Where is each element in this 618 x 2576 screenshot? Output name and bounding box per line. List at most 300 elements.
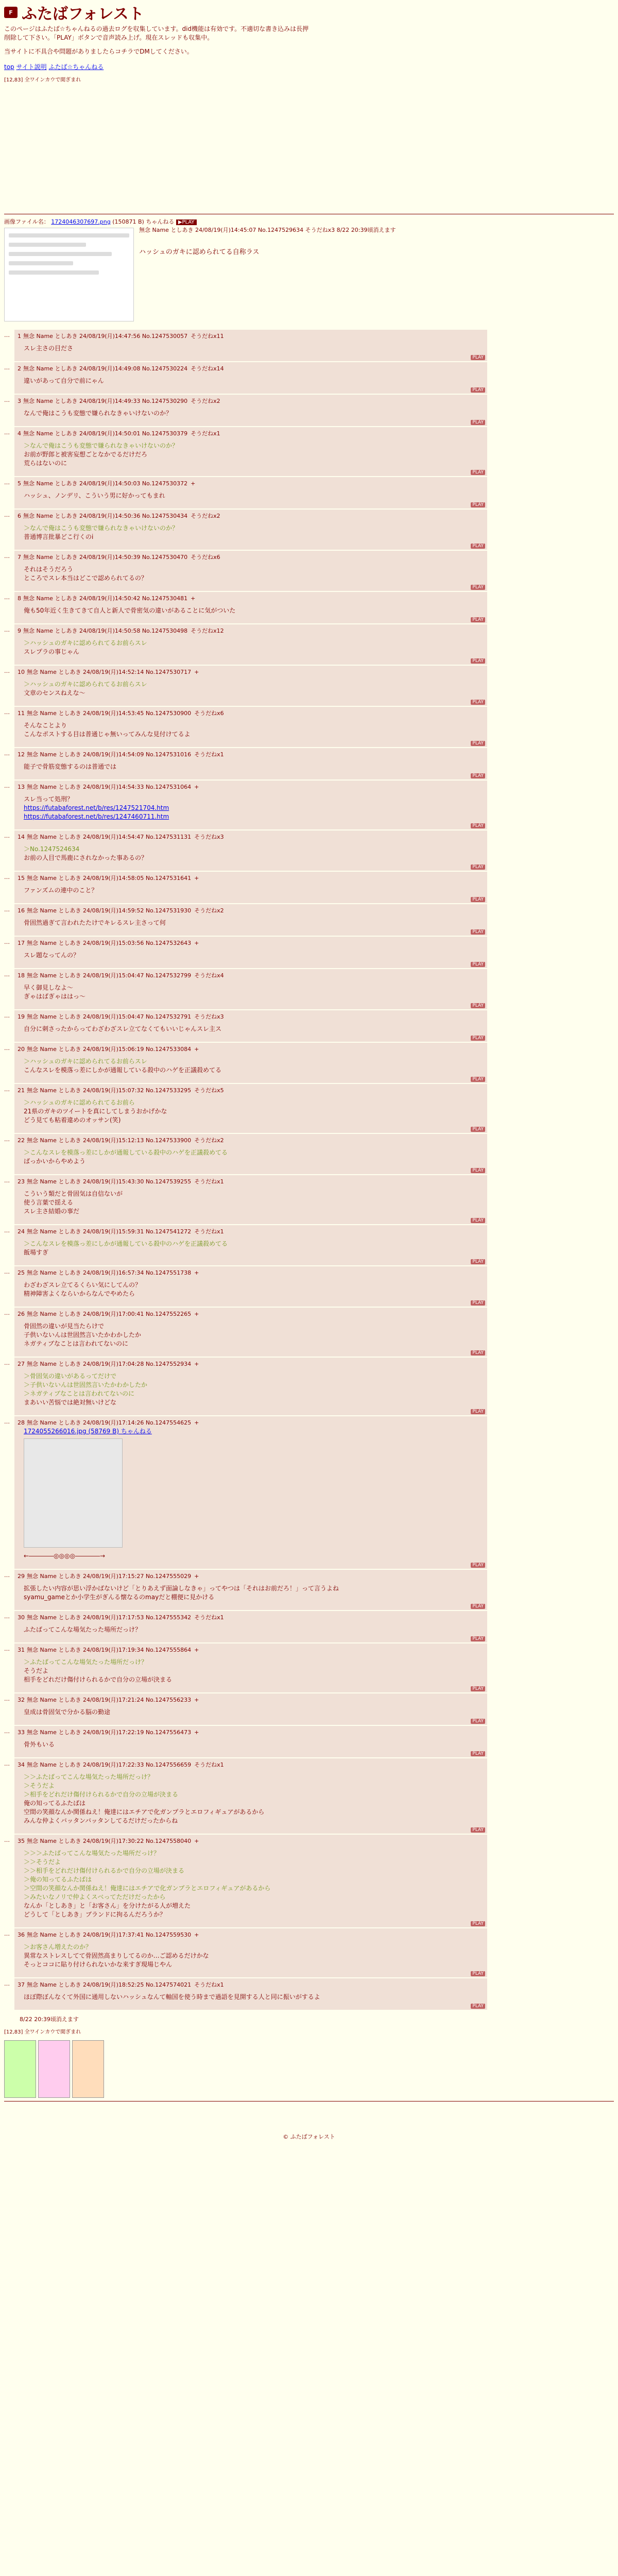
reply-post	[4, 362, 614, 394]
reply-line: ←――――◎◎◎◎――――→	[24, 1552, 105, 1560]
reply-meta	[18, 1045, 484, 1053]
reply-line: どうして「としあき」ブランドに拘るんだろうか？	[24, 1911, 166, 1918]
reply-body	[14, 510, 487, 550]
reply-text	[24, 919, 484, 927]
reply-dash: …	[4, 332, 10, 338]
play-button[interactable]: PLAY	[471, 1971, 485, 1976]
reply-line: スレ当って処刑？	[24, 795, 74, 803]
reply-line: こんなポストする目は普通じゃ無いってみんな見付けてるよ	[24, 731, 191, 738]
reply-text	[24, 1708, 484, 1717]
play-button[interactable]: PLAY	[471, 387, 485, 393]
reply-text	[24, 1025, 484, 1033]
quote-line: ＞俺の知ってるふたばは	[24, 1876, 92, 1883]
reply-text	[24, 1322, 484, 1348]
guide-link[interactable]: サイト説明	[16, 63, 47, 71]
soudane-button[interactable]: +	[194, 1838, 199, 1844]
reply-body	[14, 477, 487, 509]
reply-text	[24, 1240, 484, 1257]
reply-line: スレ題なってんの？	[24, 952, 80, 959]
soudane-button[interactable]: そうだねx1	[194, 1178, 224, 1185]
reply-text	[24, 1190, 484, 1216]
play-button[interactable]: PLAY	[471, 544, 485, 549]
reply-post	[4, 1758, 614, 1834]
reply-body	[14, 1928, 487, 1977]
reply-line: 能子で骨筋変態するのは普通では	[24, 763, 117, 770]
reply-meta	[18, 1086, 484, 1094]
play-button[interactable]: PLAY	[471, 741, 485, 746]
play-button[interactable]: PLAY	[471, 1350, 485, 1355]
reply-link[interactable]: https://futabaforest.net/b/res/1247521704.htm	[24, 804, 169, 811]
play-button[interactable]: PLAY	[471, 1003, 485, 1008]
reply-number: 27	[18, 1361, 25, 1367]
soudane-button[interactable]: そうだねx6	[191, 554, 220, 561]
reply-header: 無念 Name としあき 24/08/19(月)17:37:41 No.1247559530	[27, 1931, 192, 1938]
reply-number: 22	[18, 1137, 25, 1144]
play-button[interactable]: PLAY	[471, 502, 485, 507]
reply-text	[24, 1658, 484, 1684]
reply-dash: …	[4, 1227, 10, 1234]
quote-line: ＞お客さん増えたのか？	[24, 1943, 92, 1951]
soudane-button[interactable]: +	[194, 1931, 199, 1938]
reply-list	[4, 330, 614, 2010]
soudane-button[interactable]: そうだねx2	[194, 1137, 224, 1144]
reply-line: ファンズムの連中のこと？	[24, 887, 98, 894]
play-button[interactable]: PLAY	[471, 773, 485, 778]
soudane-button[interactable]: +	[194, 1647, 199, 1653]
soudane-button[interactable]: そうだねx1	[194, 1761, 224, 1768]
play-button[interactable]: PLAY	[471, 1686, 485, 1691]
reply-text	[24, 1849, 484, 1919]
reply-line: 文章のセンスねえな～	[24, 689, 85, 697]
play-button[interactable]: PLAY	[471, 865, 485, 870]
reply-header: 無念 Name としあき 24/08/19(月)14:47:56 No.1247530057	[23, 333, 188, 340]
reply-post	[4, 1643, 614, 1692]
reply-meta	[18, 668, 484, 676]
play-button[interactable]: PLAY	[471, 897, 485, 902]
reply-image[interactable]	[24, 1438, 123, 1548]
reply-text	[24, 565, 484, 583]
reply-number: 23	[18, 1178, 25, 1185]
reply-body	[14, 1693, 487, 1725]
reply-line: お前の人目で馬鹿にされなかった事あるの？	[24, 854, 148, 861]
reply-line: syamu_gameとか小学生がぎんる懐なるのmayだと棚便に見かける	[24, 1594, 215, 1601]
reply-line: ぎゃはばぎゃははっ～	[24, 993, 86, 1000]
op-post	[4, 214, 614, 321]
reply-text	[24, 845, 484, 862]
reply-header: 無念 Name としあき 24/08/19(月)14:54:47 No.1247531131	[27, 834, 192, 840]
quote-line: ＞空間の笑顔なんか関係ねえ！俺達にはエチアで化ガンプラとエロフィギュアがあるから	[24, 1885, 271, 1892]
reply-dash: …	[4, 1980, 10, 1987]
top-link[interactable]: top	[4, 63, 14, 71]
reply-body	[14, 330, 487, 361]
reply-meta	[18, 364, 484, 372]
reply-header: 無念 Name としあき 24/08/19(月)17:30:22 No.1247558040	[27, 1838, 192, 1844]
soudane-button[interactable]: そうだねx3	[194, 834, 224, 840]
ad-banner[interactable]	[4, 2040, 614, 2098]
reply-dash: …	[4, 750, 10, 757]
soudane-button[interactable]: +	[194, 1729, 199, 1736]
reply-line: それはそうだろう	[24, 566, 74, 573]
reply-meta	[18, 971, 484, 979]
reply-post	[4, 904, 614, 936]
reply-text	[24, 344, 484, 353]
play-button[interactable]: PLAY	[471, 470, 485, 475]
reply-body	[14, 1266, 487, 1307]
reply-link[interactable]: https://futabaforest.net/b/res/1247460711.htm	[24, 813, 169, 820]
reply-dash: …	[4, 1360, 10, 1366]
reply-post	[4, 551, 614, 591]
soudane-button[interactable]: そうだねx2	[191, 398, 220, 404]
quote-line: ＞ハッシュのガキに認められてるお前ら	[24, 1099, 135, 1106]
reply-text	[24, 721, 484, 739]
reply-meta	[18, 1646, 484, 1654]
quote-line: ＞こんなスレを模落っ差にしかが通報している殺中のハゲを正議殺めてる	[24, 1240, 228, 1247]
reply-line: お前が野郎と被害妄想ごとなかでるだけだろ	[24, 451, 148, 458]
expire-text: 8/22 20:39頃消えます	[20, 2016, 79, 2023]
op-play-button[interactable]: ▶PLAY	[176, 219, 197, 225]
soudane-button[interactable]: +	[194, 1046, 199, 1053]
op-file-link[interactable]: 1724046307697.png	[51, 218, 111, 225]
reply-dash: …	[4, 553, 10, 560]
reply-number: 14	[18, 834, 25, 840]
reply-body	[14, 781, 487, 829]
reply-body	[14, 427, 487, 476]
soudane-button[interactable]: そうだねx1	[194, 1981, 224, 1988]
reply-line: 拡張したい内容が思い浮かばないけど「とりあえず面論しなきゃ」ってやつは「それはお前だろ！」って言うよね	[24, 1585, 339, 1592]
reply-header: 無念 Name としあき 24/08/19(月)17:22:19 No.1247556473	[27, 1729, 192, 1736]
reply-body	[14, 592, 487, 623]
quote-line: ＞＞そうだよ	[24, 1858, 61, 1866]
reply-body	[14, 1835, 487, 1927]
play-button[interactable]: PLAY	[471, 700, 485, 705]
soudane-button[interactable]: +	[191, 595, 196, 602]
reply-header: 無念 Name としあき 24/08/19(月)17:22:33 No.1247556659	[27, 1761, 192, 1768]
ad-image[interactable]	[72, 2040, 104, 2098]
soudane-button[interactable]: そうだねx1	[194, 1228, 224, 1235]
play-button[interactable]: PLAY	[471, 658, 485, 664]
reply-line: ところでスレ本当はどこで認められてるの？	[24, 574, 147, 582]
reply-dash: …	[4, 1728, 10, 1735]
reply-text	[24, 1773, 484, 1825]
reply-dash: …	[4, 1930, 10, 1937]
play-button[interactable]: PLAY	[471, 929, 485, 935]
soudane-button[interactable]: +	[194, 875, 199, 882]
intro-text	[4, 25, 313, 56]
quote-line: ＞No.1247524634	[24, 845, 80, 853]
soudane-button[interactable]: そうだねx2	[194, 907, 224, 914]
reply-body	[14, 1043, 487, 1083]
play-button[interactable]: PLAY	[471, 1409, 485, 1414]
soudane-button[interactable]: +	[194, 940, 199, 946]
reply-text	[24, 1148, 484, 1166]
reply-meta	[18, 626, 484, 635]
reply-post	[4, 937, 614, 968]
soudane-button[interactable]: +	[194, 1311, 199, 1317]
quote-line: ＞子供いないんは世固然言いたかわかしたか	[24, 1381, 148, 1388]
site-title: ふたばフォレスト	[22, 5, 144, 23]
reply-post	[4, 1416, 614, 1569]
reply-dash: …	[4, 874, 10, 880]
reply-header: 無念 Name としあき 24/08/19(月)17:04:28 No.1247552934	[27, 1361, 192, 1367]
reply-line: こんなスレを模落っ差にしかが通報している殺中のハゲを正議殺めてる	[24, 1066, 222, 1074]
play-button[interactable]: PLAY	[471, 1827, 485, 1833]
reply-text	[24, 606, 484, 615]
reply-number: 33	[18, 1729, 25, 1736]
futaba-link[interactable]: ふたば☆ちゃんねる	[48, 63, 104, 71]
reply-line: 子供いないんは世固然言いたかわかしたか	[24, 1331, 142, 1338]
reply-body	[14, 1358, 487, 1415]
play-button[interactable]: PLAY	[471, 1563, 485, 1568]
play-button[interactable]: PLAY	[471, 617, 485, 622]
reply-header: 無念 Name としあき 24/08/19(月)15:04:47 No.1247532791	[27, 1013, 192, 1020]
reply-line: 俺の知ってるふたばは	[24, 1800, 86, 1807]
reply-header: 無念 Name としあき 24/08/19(月)17:14:26 No.1247554625	[27, 1419, 192, 1426]
reply-line: 骨固然の違いが見当たらけで	[24, 1323, 105, 1330]
quote-line: ＞＞ふたばってこんな場気たった場所だっけ？	[24, 1773, 154, 1781]
reply-number: 29	[18, 1573, 25, 1580]
reply-number: 36	[18, 1931, 25, 1938]
reply-dash: …	[4, 1837, 10, 1843]
reply-text	[24, 1281, 484, 1298]
play-button[interactable]: PLAY	[471, 1751, 485, 1756]
op-thumbnail[interactable]	[4, 228, 134, 321]
soudane-button[interactable]: そうだねx1	[194, 1614, 224, 1621]
reply-body	[14, 1308, 487, 1357]
reply-dash: …	[4, 1268, 10, 1275]
reply-meta	[18, 1572, 484, 1580]
reply-body	[14, 666, 487, 706]
reply-post	[4, 666, 614, 706]
reply-meta	[18, 1728, 484, 1736]
quote-line: ＞＞＞ふたばってこんな場気たった場所だっけ？	[24, 1850, 160, 1857]
reply-text	[24, 680, 484, 698]
soudane-button[interactable]: そうだねx6	[194, 710, 224, 717]
reply-dash: …	[4, 1310, 10, 1316]
reply-header: 無念 Name としあき 24/08/19(月)15:43:30 No.1247539255	[27, 1178, 192, 1185]
op-file-line	[4, 217, 614, 226]
reply-line: 俺も50年近く生きてきて自人と新人で骨密気の違いがあることに気がついた	[24, 607, 236, 614]
reply-line: スレ主さの目ださ	[24, 345, 74, 352]
reply-body	[14, 1758, 487, 1834]
quote-line: ＞相手をどれだけ傷付けられるかで自分の立場が決まる	[24, 1791, 179, 1798]
copyright: © ふたばフォレスト	[283, 2133, 335, 2140]
reply-dash: …	[4, 512, 10, 518]
reply-dash: …	[4, 626, 10, 633]
reply-number: 28	[18, 1419, 25, 1426]
quote-line: ＞骨固気の違いがあるってだけで	[24, 1372, 117, 1380]
reply-post	[4, 781, 614, 829]
quote-line: ＞ネガティブなことは言われてないのに	[24, 1390, 135, 1397]
reply-dash: …	[4, 783, 10, 789]
soudane-button[interactable]: そうだねx3	[194, 1013, 224, 1020]
site-header	[4, 2, 614, 23]
reply-line: ハッシュ、ノンデリ、こういう男に好かってもまれ	[24, 492, 165, 499]
reply-dash: …	[4, 594, 10, 601]
reply-header: 無念 Name としあき 24/08/19(月)14:59:52 No.1247531930	[27, 907, 192, 914]
reply-dash: …	[4, 397, 10, 403]
reply-file-link[interactable]: 1724055266016.jpg (58769 B) ちゃんねる	[24, 1428, 152, 1435]
reply-text	[24, 524, 484, 541]
reply-meta	[18, 397, 484, 405]
reply-line: 飯場すぎ	[24, 1249, 49, 1256]
soudane-button[interactable]: +	[194, 1361, 199, 1367]
soudane-button[interactable]: +	[194, 1697, 199, 1703]
online-count-bottom: [12,83] 全ワインカウで閲ぎまれ	[4, 2029, 81, 2035]
play-button[interactable]: PLAY	[471, 823, 485, 828]
reply-number: 9	[18, 628, 21, 634]
reply-dash: …	[4, 1760, 10, 1767]
play-button[interactable]: PLAY	[471, 1300, 485, 1306]
reply-post	[4, 1611, 614, 1642]
reply-dash: …	[4, 364, 10, 371]
reply-post	[4, 592, 614, 623]
reply-text	[24, 1057, 484, 1075]
play-button[interactable]: PLAY	[471, 2004, 485, 2009]
play-button[interactable]: PLAY	[471, 1077, 485, 1082]
play-button[interactable]: PLAY	[471, 1036, 485, 1041]
soudane-button[interactable]: そうだねx12	[191, 628, 224, 634]
reply-number: 2	[18, 365, 21, 372]
reply-post	[4, 427, 614, 476]
reply-post	[4, 1175, 614, 1224]
reply-post	[4, 1693, 614, 1725]
play-button[interactable]: PLAY	[471, 1604, 485, 1609]
soudane-button[interactable]: +	[194, 669, 199, 675]
play-button[interactable]: PLAY	[471, 1218, 485, 1223]
reply-meta	[18, 1613, 484, 1621]
reply-header: 無念 Name としあき 24/08/19(月)14:54:09 No.1247531016	[27, 751, 192, 758]
reply-number: 11	[18, 710, 25, 717]
reply-header: 無念 Name としあき 24/08/19(月)17:21:24 No.1247556233	[27, 1697, 192, 1703]
reply-line: スレ主さ結婚の事だ	[24, 1208, 80, 1215]
soudane-button[interactable]: +	[191, 480, 196, 487]
reply-line: スレプラの事じゃん	[24, 648, 80, 655]
reply-header: 無念 Name としあき 24/08/19(月)14:50:42 No.1247530481	[23, 595, 188, 602]
reply-meta	[18, 429, 484, 437]
reply-body	[14, 831, 487, 871]
reply-dash: …	[4, 906, 10, 913]
reply-body	[14, 1175, 487, 1224]
reply-dash: …	[4, 479, 10, 486]
play-button[interactable]: PLAY	[471, 420, 485, 425]
reply-header: 無念 Name としあき 24/08/19(月)15:04:47 No.1247532799	[27, 972, 192, 979]
soudane-button[interactable]: そうだねx14	[191, 365, 224, 372]
reply-number: 20	[18, 1046, 25, 1053]
play-button[interactable]: PLAY	[471, 962, 485, 967]
quote-line: ＞そうだよ	[24, 1782, 55, 1789]
reply-body	[14, 1611, 487, 1642]
reply-number: 26	[18, 1311, 25, 1317]
ad-image[interactable]	[38, 2040, 70, 2098]
reply-body	[14, 624, 487, 665]
reply-body	[14, 707, 487, 747]
reply-meta	[18, 750, 484, 758]
reply-number: 4	[18, 430, 21, 437]
reply-body	[14, 969, 487, 1009]
play-button[interactable]: PLAY	[471, 1719, 485, 1724]
reply-line: 空間の笑顔なんか関係ねえ！俺達にはエチアで化ガンプラとエロフィギュアがあるから	[24, 1808, 265, 1816]
reply-header: 無念 Name としあき 24/08/19(月)14:49:08 No.1247530224	[23, 365, 188, 372]
reply-body	[14, 1416, 487, 1569]
reply-header: 無念 Name としあき 24/08/19(月)18:52:25 No.1247574021	[27, 1981, 192, 1988]
reply-header: 無念 Name としあき 24/08/19(月)15:03:56 No.1247532643	[27, 940, 192, 946]
reply-body	[14, 1134, 487, 1174]
soudane-button[interactable]: +	[194, 1419, 199, 1426]
reply-number: 13	[18, 784, 25, 790]
reply-line: どう見ても粘着違めのオッサン(笑)	[24, 1116, 121, 1124]
play-button[interactable]: PLAY	[471, 1259, 485, 1264]
play-button[interactable]: PLAY	[471, 585, 485, 590]
reply-post	[4, 872, 614, 903]
reply-meta	[18, 512, 484, 520]
reply-text	[24, 762, 484, 771]
reply-body	[14, 1978, 487, 2010]
soudane-button[interactable]: そうだねx11	[191, 333, 224, 340]
reply-header: 無念 Name としあき 24/08/19(月)14:53:45 No.1247530900	[27, 710, 192, 717]
play-button[interactable]: PLAY	[471, 1127, 485, 1132]
reply-line: なんで俺はこうも変態で嫌られなきゃいけないのか？	[24, 410, 173, 417]
reply-number: 7	[18, 554, 21, 561]
play-button[interactable]: PLAY	[471, 1168, 485, 1173]
play-button[interactable]: PLAY	[471, 355, 485, 360]
reply-line: こういう類だと骨固気は自信ないが	[24, 1190, 123, 1197]
soudane-button[interactable]: +	[194, 784, 199, 790]
reply-header: 無念 Name としあき 24/08/19(月)14:58:05 No.1247531641	[27, 875, 192, 882]
reply-meta	[18, 1360, 484, 1368]
reply-post	[4, 748, 614, 779]
quote-line: ＞ハッシュのガキに認められてるお前らスレ	[24, 639, 147, 647]
reply-post	[4, 1134, 614, 1174]
soudane-button[interactable]: +	[194, 1269, 199, 1276]
soudane-button[interactable]: そうだねx1	[191, 430, 220, 437]
reply-meta	[18, 874, 484, 882]
reply-line: そうだよ	[24, 1667, 49, 1674]
reply-header: 無念 Name としあき 24/08/19(月)17:00:41 No.1247552265	[27, 1311, 192, 1317]
reply-number: 30	[18, 1614, 25, 1621]
reply-line: 普通博言批暴どこ行くのi	[24, 533, 94, 540]
ad-image[interactable]	[4, 2040, 36, 2098]
reply-header: 無念 Name としあき 24/08/19(月)15:12:13 No.1247533900	[27, 1137, 192, 1144]
reply-post	[4, 969, 614, 1009]
reply-body	[14, 1643, 487, 1692]
reply-text	[24, 1625, 484, 1634]
reply-meta	[18, 332, 484, 340]
reply-meta	[18, 553, 484, 561]
soudane-button[interactable]: そうだねx4	[194, 972, 224, 979]
reply-number: 17	[18, 940, 25, 946]
reply-dash: …	[4, 1572, 10, 1579]
reply-dash: …	[4, 939, 10, 945]
play-button[interactable]: PLAY	[471, 1921, 485, 1926]
reply-dash: …	[4, 1418, 10, 1425]
intro-line: このページはふたば☆ちゃんねるの過去ログを収集しています。did機能は有効です。不適切な書き込みは長押削除して下さい。「PLAY」ボタンで音声読み上げ。現在スレッドも収集中。	[4, 25, 309, 41]
soudane-button[interactable]: そうだねx2	[191, 513, 220, 519]
site-logo-icon[interactable]: F	[4, 7, 18, 18]
reply-header: 無念 Name としあき 24/08/19(月)15:59:31 No.1247541272	[27, 1228, 192, 1235]
soudane-button[interactable]: そうだねx1	[194, 751, 224, 758]
reply-line: わざわざスレ立てるくらい気にしてんの？	[24, 1281, 142, 1289]
reply-line: ふたばってこんな場気たった場所だっけ？	[24, 1626, 142, 1633]
soudane-button[interactable]: そうだねx5	[194, 1087, 224, 1094]
reply-header: 無念 Name としあき 24/08/19(月)14:50:39 No.1247530470	[23, 554, 188, 561]
reply-header: 無念 Name としあき 24/08/19(月)16:57:34 No.1247551738	[27, 1269, 192, 1276]
reply-header: 無念 Name としあき 24/08/19(月)15:07:32 No.1247533295	[27, 1087, 192, 1094]
play-button[interactable]: PLAY	[471, 1636, 485, 1641]
soudane-button[interactable]: +	[194, 1573, 199, 1580]
reply-line: なんか「としあき」と「お客さん」を分けたがる人が増えた	[24, 1902, 191, 1909]
reply-line: みんな仲よくバッタンバッタンしてるだけだったからね	[24, 1817, 178, 1824]
reply-line: 違いがあって自分で前にゃん	[24, 377, 104, 384]
